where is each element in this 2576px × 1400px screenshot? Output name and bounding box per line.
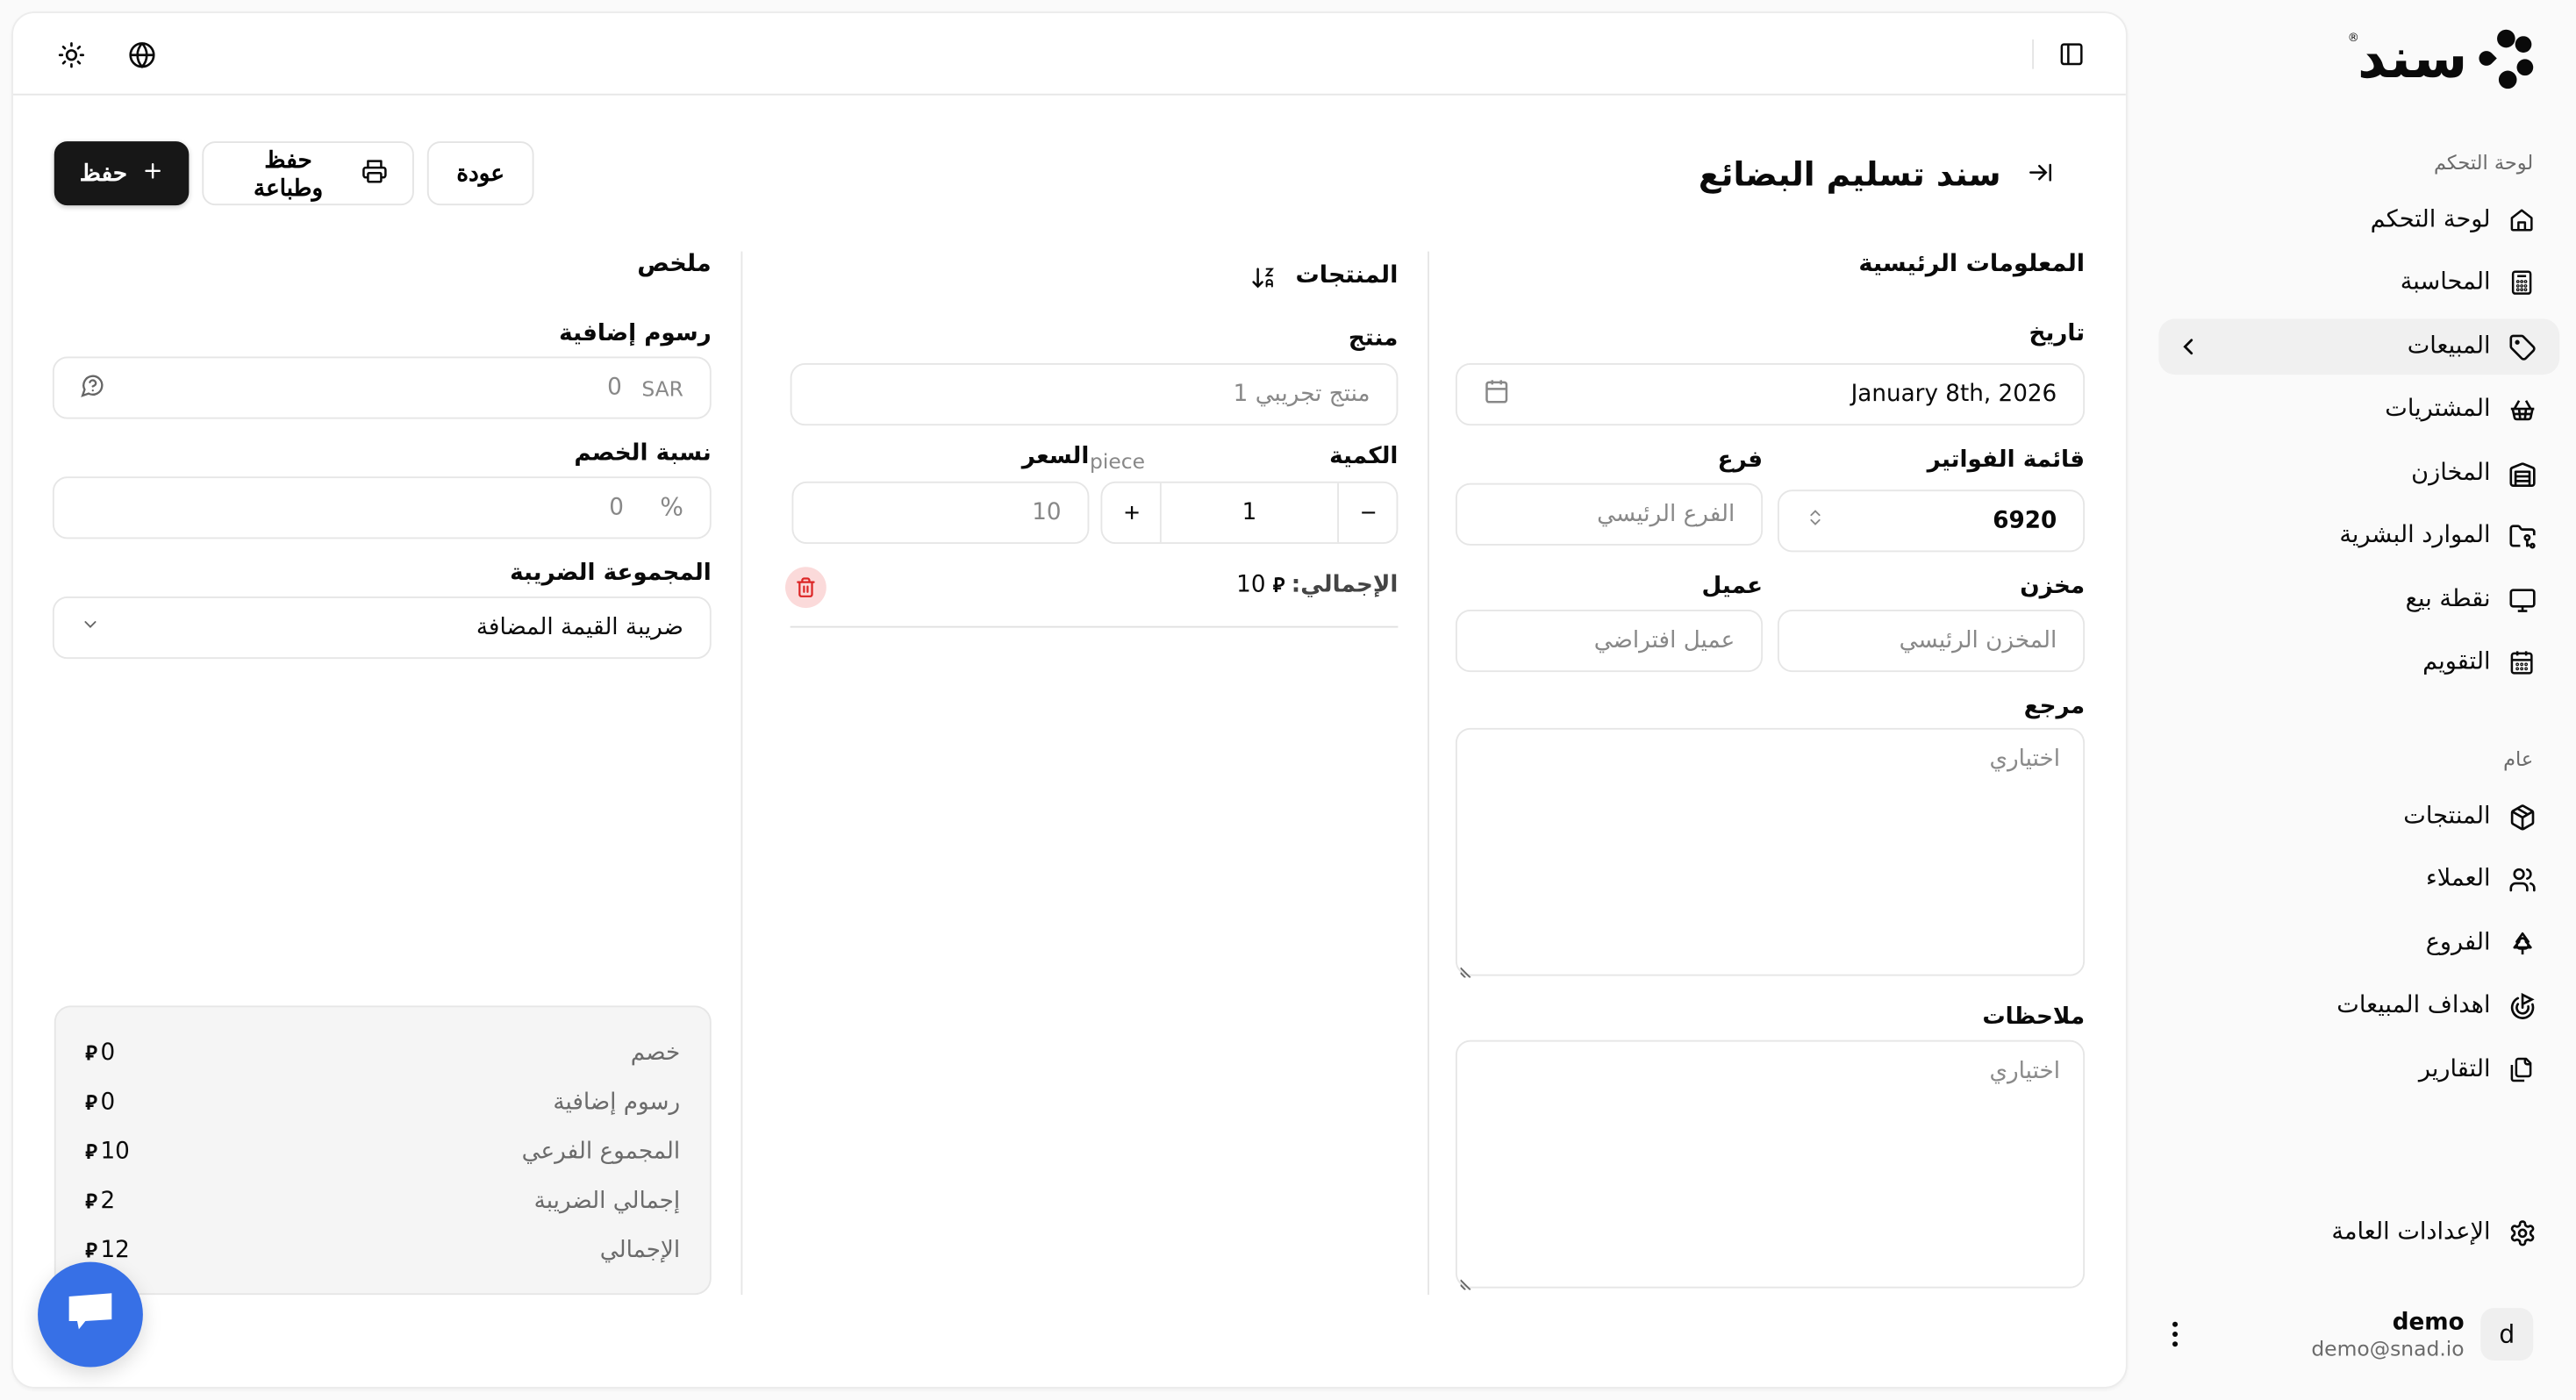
warehouse-label: مخزن <box>2020 573 2086 600</box>
decrement-button[interactable] <box>1339 483 1397 542</box>
basket-icon <box>2507 395 2537 425</box>
delete-line-button[interactable] <box>785 567 826 608</box>
increment-button[interactable] <box>1102 483 1160 542</box>
invoice-list-value: 6920 <box>1993 507 2057 534</box>
line-divider <box>791 626 1399 628</box>
users-icon <box>2507 864 2537 894</box>
extra-fees-label: رسوم إضافية <box>559 320 712 347</box>
sidebar-item-warehouses[interactable] <box>2158 446 2559 502</box>
sidebar-item-sales-targets[interactable] <box>2158 978 2559 1034</box>
sidebar-item-label: لوحة التحكم <box>2370 207 2491 233</box>
date-picker[interactable] <box>1456 363 2085 425</box>
help-message-icon[interactable] <box>81 372 105 404</box>
summary-row-total: الإجمالي ⃁ 12 <box>85 1237 681 1264</box>
sidebar-item-label: المخازن <box>2411 460 2491 487</box>
line-total <box>1236 572 1398 598</box>
quantity-value[interactable]: 1 <box>1160 483 1339 542</box>
notes-textarea[interactable] <box>1456 1040 2085 1289</box>
save-button[interactable] <box>54 141 190 205</box>
totals-summary <box>54 1005 712 1295</box>
more-vertical-icon[interactable] <box>2162 1318 2188 1350</box>
riyal-icon: ⃁ <box>85 1040 97 1064</box>
percent-prefix: % <box>660 492 683 523</box>
sidebar-item-label: المنتجات <box>2403 803 2491 830</box>
arrow-right-to-line-icon[interactable] <box>2024 160 2054 189</box>
summary-row-discount: خصم ⃁ 0 <box>85 1039 681 1067</box>
main-panel <box>11 11 2128 1389</box>
product-select[interactable] <box>791 363 1399 425</box>
avatar: d <box>2480 1308 2533 1361</box>
sidebar <box>2145 0 2576 1400</box>
riyal-icon: ⃁ <box>85 1139 97 1163</box>
currency-prefix: SAR <box>641 375 683 401</box>
sidebar-toggle-icon[interactable] <box>2050 32 2093 75</box>
extra-fees-value: 0 <box>607 375 622 402</box>
back-button[interactable] <box>427 141 534 205</box>
sidebar-item-label: المشتريات <box>2385 396 2491 423</box>
summary-row-extra-fees: رسوم إضافية ⃁ 0 <box>85 1089 681 1116</box>
sidebar-item-sales[interactable] <box>2158 318 2559 375</box>
warehouse-placeholder: المخزن الرئيسي <box>1899 627 2057 654</box>
user-profile[interactable] <box>2165 1298 2533 1370</box>
sidebar-item-hr[interactable] <box>2158 508 2559 564</box>
branch-label: فرع <box>1717 446 1764 474</box>
chevron-left-icon <box>2175 333 2201 360</box>
riyal-icon: ⃁ <box>85 1189 97 1212</box>
unit-label: piece <box>1090 448 1146 474</box>
sidebar-item-calendar[interactable] <box>2158 634 2559 690</box>
user-name: demo <box>2392 1309 2465 1335</box>
sidebar-item-purchases[interactable] <box>2158 382 2559 438</box>
notes-placeholder: اختياري <box>1989 1058 2060 1085</box>
sidebar-item-label: اهداف المبيعات <box>2336 992 2491 1019</box>
discount-label: نسبة الخصم <box>574 440 712 467</box>
plus-icon <box>140 160 163 188</box>
chevrons-up-down-icon <box>1806 506 1825 536</box>
resize-handle[interactable] <box>1461 1270 1474 1283</box>
header-actions <box>54 141 534 205</box>
summary-row-tax-total: إجمالي الضريبة ⃁ 2 <box>85 1188 681 1215</box>
invoice-list-label: قائمة الفواتير <box>1927 446 2086 474</box>
user-email: demo@snad.io <box>2311 1334 2465 1361</box>
sidebar-item-accounting[interactable] <box>2158 254 2559 311</box>
target-icon <box>2507 991 2537 1021</box>
discount-value: 0 <box>609 494 625 521</box>
home-icon <box>2507 205 2537 235</box>
customer-label: عميل <box>1701 573 1764 600</box>
product-value: منتج تجريبي 1 <box>1233 381 1370 408</box>
sidebar-item-dashboard[interactable] <box>2158 192 2559 248</box>
product-label: منتج <box>1348 325 1399 352</box>
sidebar-item-settings[interactable] <box>2158 1204 2559 1261</box>
page-header <box>1699 154 2054 194</box>
customer-placeholder: عميل افتراضي <box>1593 627 1735 654</box>
reference-placeholder: اختياري <box>1989 746 2060 773</box>
column-divider <box>741 252 742 1295</box>
sidebar-item-pos[interactable] <box>2158 572 2559 628</box>
summary-row-subtotal: المجموع الفرعي ⃁ 10 <box>85 1139 681 1166</box>
quantity-label: الكمية <box>1329 443 1399 470</box>
sidebar-item-branches[interactable] <box>2158 915 2559 971</box>
sidebar-item-label: المبيعات <box>2407 333 2491 361</box>
tax-group-label: المجموعة الضريبة <box>510 560 712 587</box>
sort-za-icon[interactable] <box>1250 265 1277 297</box>
page-title: سند تسليم البضائع <box>1698 154 2001 195</box>
notes-label: ملاحظات <box>1982 1004 2086 1031</box>
calculator-icon <box>2507 268 2537 297</box>
chat-bubble-icon <box>66 1289 115 1341</box>
extra-fees-input[interactable] <box>53 356 712 418</box>
riyal-icon: ⃁ <box>85 1089 97 1114</box>
globe-icon[interactable] <box>120 32 163 75</box>
topbar-divider <box>2032 39 2034 69</box>
sidebar-item-label: التقويم <box>2422 648 2491 675</box>
save-label: حفظ <box>79 159 128 186</box>
reference-label: مرجع <box>2023 693 2086 720</box>
price-value: 10 <box>1032 499 1062 526</box>
quantity-stepper[interactable] <box>1101 482 1399 544</box>
tree-icon <box>2507 928 2537 958</box>
save-print-button[interactable] <box>202 141 414 205</box>
line-total-label: الإجمالي: <box>1291 571 1399 598</box>
tag-icon <box>2507 332 2537 361</box>
summary-title: ملخص <box>637 251 712 278</box>
box-icon <box>2507 802 2537 832</box>
products-title: المنتجات <box>1295 262 1399 289</box>
nav-group-label-general: عام <box>2503 747 2534 771</box>
tax-group-value: ضريبة القيمة المضافة <box>476 614 683 641</box>
sidebar-item-products[interactable] <box>2158 789 2559 845</box>
tax-group-select[interactable] <box>53 596 712 659</box>
back-label: عودة <box>456 159 504 186</box>
price-input[interactable] <box>791 482 1089 544</box>
calendar-icon <box>2507 647 2537 677</box>
save-print-label: حفظ وطباعة <box>254 145 324 200</box>
resize-handle[interactable] <box>1461 958 1474 971</box>
riyal-icon: ⃁ <box>85 1238 97 1261</box>
branch-placeholder: الفرع الرئيسي <box>1597 501 1735 528</box>
invoice-list-select[interactable] <box>1778 489 2085 552</box>
sidebar-item-label: التقارير <box>2418 1056 2491 1083</box>
files-icon <box>2507 1055 2537 1085</box>
printer-icon <box>361 158 388 189</box>
date-label: تاريخ <box>2029 320 2086 347</box>
chat-support-button[interactable] <box>38 1262 143 1368</box>
registered-mark: ® <box>2347 31 2359 45</box>
calendar-icon <box>1484 378 1510 411</box>
main-info-title: المعلومات الرئيسية <box>1858 251 2086 278</box>
price-label: السعر <box>1021 443 1090 470</box>
sidebar-item-reports[interactable] <box>2158 1042 2559 1098</box>
logo-mark-icon <box>2478 30 2534 89</box>
column-divider <box>1428 252 1429 1295</box>
sidebar-item-label: نقطة بيع <box>2405 586 2491 613</box>
discount-input[interactable] <box>53 476 712 539</box>
monitor-icon <box>2507 585 2537 615</box>
warehouse-select[interactable] <box>1778 610 2085 672</box>
user-info <box>2311 1309 2464 1360</box>
line-total-value: 10 ⃁ <box>1236 571 1285 598</box>
sidebar-item-label: الفروع <box>2425 930 2491 957</box>
customer-select[interactable] <box>1456 610 1763 672</box>
topbar <box>13 13 2126 96</box>
sidebar-item-label: الإعدادات العامة <box>2331 1218 2491 1246</box>
logo-text: سند <box>2357 25 2468 92</box>
riyal-icon: ⃁ <box>1272 573 1285 596</box>
brand-logo[interactable] <box>2347 25 2533 92</box>
warehouse-icon <box>2507 459 2537 489</box>
sidebar-item-label: المحاسبة <box>2400 269 2491 296</box>
branch-select[interactable] <box>1456 483 1763 546</box>
sun-icon[interactable] <box>49 32 92 75</box>
date-value: January 8th, 2026 <box>1850 381 2057 408</box>
folder-user-icon <box>2507 521 2537 551</box>
sidebar-item-customers[interactable] <box>2158 851 2559 907</box>
chevron-down-icon <box>81 615 100 641</box>
sidebar-item-label: العملاء <box>2425 866 2491 893</box>
gear-icon <box>2507 1218 2537 1247</box>
nav-group-label-dashboard: لوحة التحكم <box>2433 151 2534 175</box>
sidebar-item-label: الموارد البشرية <box>2339 522 2491 549</box>
reference-textarea[interactable] <box>1456 728 2085 976</box>
